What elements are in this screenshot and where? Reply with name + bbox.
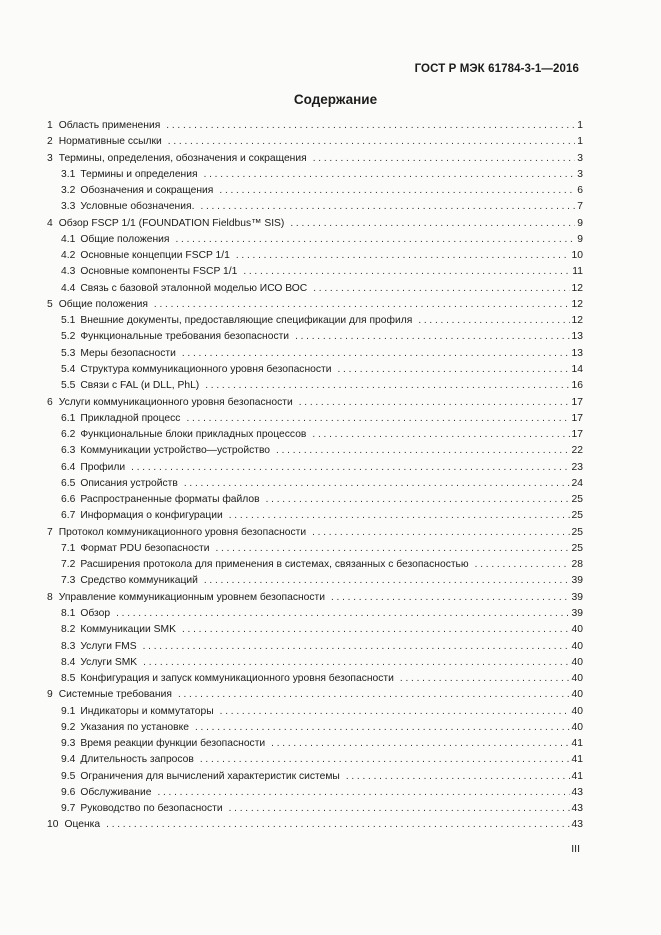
toc-entry[interactable]: [47, 752, 583, 768]
toc-entry-number: 6.1: [61, 412, 76, 424]
toc-entry-label: Конфигурация и запуск коммуникационного уровня безопасности: [80, 673, 394, 685]
toc-entry-label: Длительность запросов: [80, 754, 194, 766]
toc-entry-label: Общие положения: [80, 233, 170, 245]
toc-entry-page: 39: [571, 591, 583, 603]
toc-entry-label: Коммуникации устройство—устройство: [80, 445, 271, 457]
toc-leader-dots: [178, 687, 570, 703]
toc-entry[interactable]: [47, 476, 583, 492]
toc-entry-number: 8.3: [61, 640, 76, 652]
toc-entry-label: Функциональные блоки прикладных процессов: [80, 429, 307, 441]
toc-entry-label: Индикаторы и коммутаторы: [80, 705, 214, 717]
toc-leader-dots: [400, 671, 570, 687]
document-header: ГОСТ Р МЭК 61784-3-1—2016: [414, 63, 579, 75]
toc-entry-label: Связь с базовой эталонной моделью ИСО ВОС: [80, 282, 308, 294]
toc-entry-number: 2: [47, 136, 53, 148]
toc-entry-page: 12: [571, 282, 583, 294]
toc-entry-label: Средство коммуникаций: [80, 575, 198, 587]
toc-leader-dots: [204, 167, 576, 183]
toc-leader-dots: [271, 736, 569, 752]
toc-entry-label: Расширения протокола для применения в системах, связанных с безопасностью: [80, 559, 469, 571]
toc-entry[interactable]: [47, 199, 583, 215]
toc-entry-page: 25: [571, 526, 583, 538]
toc-entry-number: 4.4: [61, 282, 76, 294]
toc-entry[interactable]: [47, 704, 583, 720]
toc-entry-number: 9.7: [61, 803, 76, 815]
toc-entry[interactable]: [47, 720, 583, 736]
toc-leader-dots: [215, 541, 569, 557]
toc-entry-label: Системные требования: [58, 689, 172, 701]
toc-entry-label: Руководство по безопасности: [80, 803, 223, 815]
toc-leader-dots: [186, 411, 569, 427]
toc-entry-label: Профили: [80, 461, 126, 473]
toc-entry-page: 1: [577, 120, 583, 131]
toc-entry[interactable]: [47, 281, 583, 297]
toc-entry[interactable]: [47, 460, 583, 476]
toc-leader-dots: [312, 427, 569, 443]
toc-entry-page: 43: [571, 819, 583, 831]
toc-entry-page: 40: [571, 705, 583, 717]
toc-entry-page: 12: [571, 315, 583, 327]
toc-entry-page: 17: [571, 396, 583, 408]
toc-entry-label: Связи с FAL (и DLL, PhL): [80, 380, 200, 392]
toc-leader-dots: [157, 785, 569, 801]
toc-leader-dots: [418, 313, 569, 329]
toc-entry[interactable]: [47, 216, 583, 232]
toc-entry-page: 9: [577, 233, 583, 245]
toc-entry-label: Основные концепции FSCP 1/1: [80, 250, 230, 262]
toc-entry-number: 6.6: [61, 494, 76, 506]
toc-entry-page: 24: [571, 477, 583, 489]
toc-entry-number: 8.5: [61, 673, 76, 685]
toc-entry-label: Термины, определения, обозначения и сокращения: [58, 152, 307, 164]
toc-entry-label: Услуги SMK: [80, 656, 138, 668]
toc-entry-number: 6.4: [61, 461, 76, 473]
toc-entry-page: 40: [571, 721, 583, 733]
toc-entry[interactable]: [47, 411, 583, 427]
toc-entry-page: 9: [577, 217, 583, 229]
toc-entry[interactable]: [47, 492, 583, 508]
toc-leader-dots: [116, 606, 569, 622]
toc-entry-page: 39: [571, 607, 583, 619]
toc-entry-label: Распространенные форматы файлов: [80, 494, 260, 506]
toc-entry-number: 3: [47, 152, 53, 164]
toc-entry-label: Время реакции функции безопасности: [80, 738, 266, 750]
toc-entry-page: 41: [571, 770, 583, 782]
toc-entry-page: 40: [571, 656, 583, 668]
toc-entry-label: Общие положения: [58, 298, 148, 310]
toc-entry-number: 4: [47, 217, 53, 229]
toc-entry-number: 5: [47, 298, 53, 310]
toc-entry-number: 7.2: [61, 559, 76, 571]
toc-leader-dots: [236, 248, 570, 264]
toc-leader-dots: [337, 362, 569, 378]
toc-leader-dots: [243, 264, 570, 280]
toc-entry-page: 25: [571, 510, 583, 522]
toc-leader-dots: [205, 378, 569, 394]
toc-entry-page: 22: [571, 445, 583, 457]
toc-entry-page: 39: [571, 575, 583, 587]
toc-entry[interactable]: [47, 508, 583, 524]
toc-entry-page: 16: [571, 380, 583, 392]
toc-entry-number: 4.1: [61, 233, 76, 245]
toc-entry-page: 40: [571, 640, 583, 652]
toc-leader-dots: [195, 720, 570, 736]
toc-entry[interactable]: [47, 427, 583, 443]
toc-entry-number: 7: [47, 526, 53, 538]
toc-entry-page: 17: [571, 412, 583, 424]
toc-entry[interactable]: [47, 183, 583, 199]
toc-entry-page: 40: [571, 689, 583, 701]
toc-entry[interactable]: [47, 313, 583, 329]
toc-leader-dots: [184, 476, 570, 492]
toc-entry-page: 3: [577, 152, 583, 164]
toc-leader-dots: [266, 492, 570, 508]
toc-entry-page: 25: [571, 542, 583, 554]
toc-entry-number: 5.1: [61, 315, 76, 327]
toc-entry[interactable]: [47, 232, 583, 248]
toc-leader-dots: [168, 134, 575, 150]
toc-entry[interactable]: [47, 801, 583, 817]
toc-entry-page: 28: [571, 559, 583, 571]
toc-entry-page: 13: [571, 347, 583, 359]
toc-entry-label: Нормативные ссылки: [58, 136, 162, 148]
toc-entry[interactable]: [47, 557, 583, 573]
toc-leader-dots: [200, 752, 570, 768]
page-number: III: [571, 843, 580, 855]
toc-leader-dots: [229, 801, 570, 817]
toc-entry-number: 5.5: [61, 380, 76, 392]
toc-entry[interactable]: [47, 362, 583, 378]
toc-entry-label: Внешние документы, предоставляющие спецификации для профиля: [80, 315, 413, 327]
toc-leader-dots: [475, 557, 570, 573]
toc-entry[interactable]: [47, 329, 583, 345]
toc-entry-number: 4.3: [61, 266, 76, 278]
toc-entry[interactable]: [47, 167, 583, 183]
toc-entry[interactable]: [47, 395, 583, 411]
toc-entry[interactable]: [47, 264, 583, 280]
toc-entry-number: 4.2: [61, 250, 76, 262]
toc-entry-number: 7.1: [61, 542, 76, 554]
toc-entry[interactable]: [47, 134, 583, 150]
toc-entry-page: 40: [571, 673, 583, 685]
toc-entry-label: Коммуникации SMK: [80, 624, 176, 636]
toc-entry[interactable]: [47, 346, 583, 362]
toc-entry-page: 41: [571, 738, 583, 750]
toc-entry-number: 3.1: [61, 168, 76, 180]
toc-entry[interactable]: [47, 687, 583, 703]
toc-entry-label: Прикладной процесс: [80, 412, 181, 424]
toc-entry-label: Основные компоненты FSCP 1/1: [80, 266, 238, 278]
toc-leader-dots: [182, 622, 570, 638]
toc-entry-number: 9: [47, 689, 53, 701]
toc-entry-number: 6.2: [61, 429, 76, 441]
toc-entry-number: 8: [47, 591, 53, 603]
toc-entry-number: 9.4: [61, 754, 76, 766]
toc-entry-label: Описания устройств: [80, 477, 178, 489]
toc-leader-dots: [143, 655, 569, 671]
toc-leader-dots: [220, 704, 570, 720]
toc-entry[interactable]: [47, 655, 583, 671]
toc-leader-dots: [154, 297, 570, 313]
toc-entry-label: Управление коммуникационным уровнем безопасности: [58, 591, 325, 603]
toc-entry-label: Ограничения для вычислений характеристик системы: [80, 770, 340, 782]
toc-entry-page: 7: [577, 201, 583, 213]
toc-leader-dots: [290, 216, 575, 232]
toc-leader-dots: [143, 639, 570, 655]
toc-entry-number: 7.3: [61, 575, 76, 587]
toc-entry-number: 3.2: [61, 185, 76, 197]
toc-entry-page: 12: [571, 298, 583, 310]
toc-entry-label: Услуги FMS: [80, 640, 137, 652]
toc-entry[interactable]: [47, 378, 583, 394]
toc-leader-dots: [331, 590, 570, 606]
toc-entry-page: 6: [577, 185, 583, 197]
toc-entry[interactable]: [47, 817, 583, 833]
toc-entry-page: 41: [571, 754, 583, 766]
toc-entry-number: 9.1: [61, 705, 76, 717]
page-title: Содержание: [293, 92, 378, 107]
toc-entry-label: Область применения: [58, 120, 161, 131]
toc-entry-label: Оценка: [64, 819, 101, 831]
toc-entry-number: 6.7: [61, 510, 76, 522]
toc-entry-number: 9.6: [61, 786, 76, 798]
toc-entry-label: Информация о конфигурации: [80, 510, 223, 522]
toc-leader-dots: [276, 443, 570, 459]
toc-entry-number: 9.5: [61, 770, 76, 782]
toc-leader-dots: [166, 118, 575, 134]
toc-entry-page: 1: [577, 136, 583, 148]
toc-entry-number: 1: [47, 120, 53, 131]
toc-entry[interactable]: [47, 622, 583, 638]
toc-entry-number: 6: [47, 396, 53, 408]
toc-entry[interactable]: [47, 118, 583, 134]
toc-leader-dots: [219, 183, 575, 199]
toc-entry-page: 43: [571, 803, 583, 815]
toc-entry[interactable]: [47, 541, 583, 557]
toc-entry[interactable]: [47, 769, 583, 785]
toc-entry-label: Обзор FSCP 1/1 (FOUNDATION Fieldbus™ SIS): [58, 217, 285, 229]
toc-leader-dots: [299, 395, 570, 411]
toc-leader-dots: [229, 508, 570, 524]
toc-leader-dots: [182, 346, 570, 362]
toc-entry-label: Обзор: [80, 607, 111, 619]
toc-entry-label: Формат PDU безопасности: [80, 542, 210, 554]
toc-entry-number: 10: [47, 819, 59, 831]
toc-entry-label: Указания по установке: [80, 721, 189, 733]
toc-entry[interactable]: [47, 443, 583, 459]
toc-entry-page: 13: [571, 331, 583, 343]
toc-entry-label: Условные обозначения.: [80, 201, 195, 213]
toc-entry[interactable]: [47, 785, 583, 801]
toc-entry-label: Протокол коммуникационного уровня безопасности: [58, 526, 307, 538]
toc-leader-dots: [312, 525, 569, 541]
toc-entry-number: 5.2: [61, 331, 76, 343]
toc-entry-number: 6.3: [61, 445, 76, 457]
toc-entry-number: 5.3: [61, 347, 76, 359]
toc-entry-page: 17: [571, 429, 583, 441]
toc-leader-dots: [313, 281, 569, 297]
toc-entry-page: 14: [571, 363, 583, 375]
toc-entry[interactable]: [47, 248, 583, 264]
toc-leader-dots: [106, 817, 569, 833]
toc-leader-dots: [200, 199, 575, 215]
toc-entry-number: 9.3: [61, 738, 76, 750]
toc-leader-dots: [295, 329, 569, 345]
toc-entry-page: 40: [571, 624, 583, 636]
toc-entry-label: Обслуживание: [80, 786, 152, 798]
toc-entry[interactable]: [47, 639, 583, 655]
toc-entry-label: Термины и определения: [80, 168, 198, 180]
toc-entry-page: 3: [577, 168, 583, 180]
toc-entry-number: 9.2: [61, 721, 76, 733]
toc-entry[interactable]: [47, 590, 583, 606]
toc-entry[interactable]: [47, 297, 583, 313]
table-of-contents: [47, 118, 583, 834]
toc-entry[interactable]: [47, 606, 583, 622]
toc-entry[interactable]: [47, 671, 583, 687]
toc-entry[interactable]: [47, 525, 583, 541]
toc-leader-dots: [176, 232, 576, 248]
toc-leader-dots: [346, 769, 570, 785]
toc-entry[interactable]: [47, 573, 583, 589]
toc-leader-dots: [131, 460, 569, 476]
toc-entry-number: 8.4: [61, 656, 76, 668]
toc-entry-label: Меры безопасности: [80, 347, 176, 359]
toc-entry-page: 43: [571, 786, 583, 798]
toc-entry-label: Структура коммуникационного уровня безопасности: [80, 363, 332, 375]
toc-entry-label: Обозначения и сокращения: [80, 185, 214, 197]
toc-entry[interactable]: [47, 151, 583, 167]
toc-entry-page: 23: [571, 461, 583, 473]
toc-entry[interactable]: [47, 736, 583, 752]
toc-entry-page: 10: [571, 250, 583, 262]
toc-entry-number: 8.1: [61, 607, 76, 619]
toc-entry-number: 5.4: [61, 363, 76, 375]
toc-leader-dots: [313, 151, 576, 167]
toc-entry-label: Функциональные требования безопасности: [80, 331, 290, 343]
toc-entry-page: 11: [572, 266, 583, 278]
toc-entry-number: 8.2: [61, 624, 76, 636]
toc-leader-dots: [204, 573, 570, 589]
toc-entry-label: Услуги коммуникационного уровня безопасности: [58, 396, 293, 408]
toc-entry-number: 3.3: [61, 201, 76, 213]
toc-entry-page: 25: [571, 494, 583, 506]
toc-entry-number: 6.5: [61, 477, 76, 489]
